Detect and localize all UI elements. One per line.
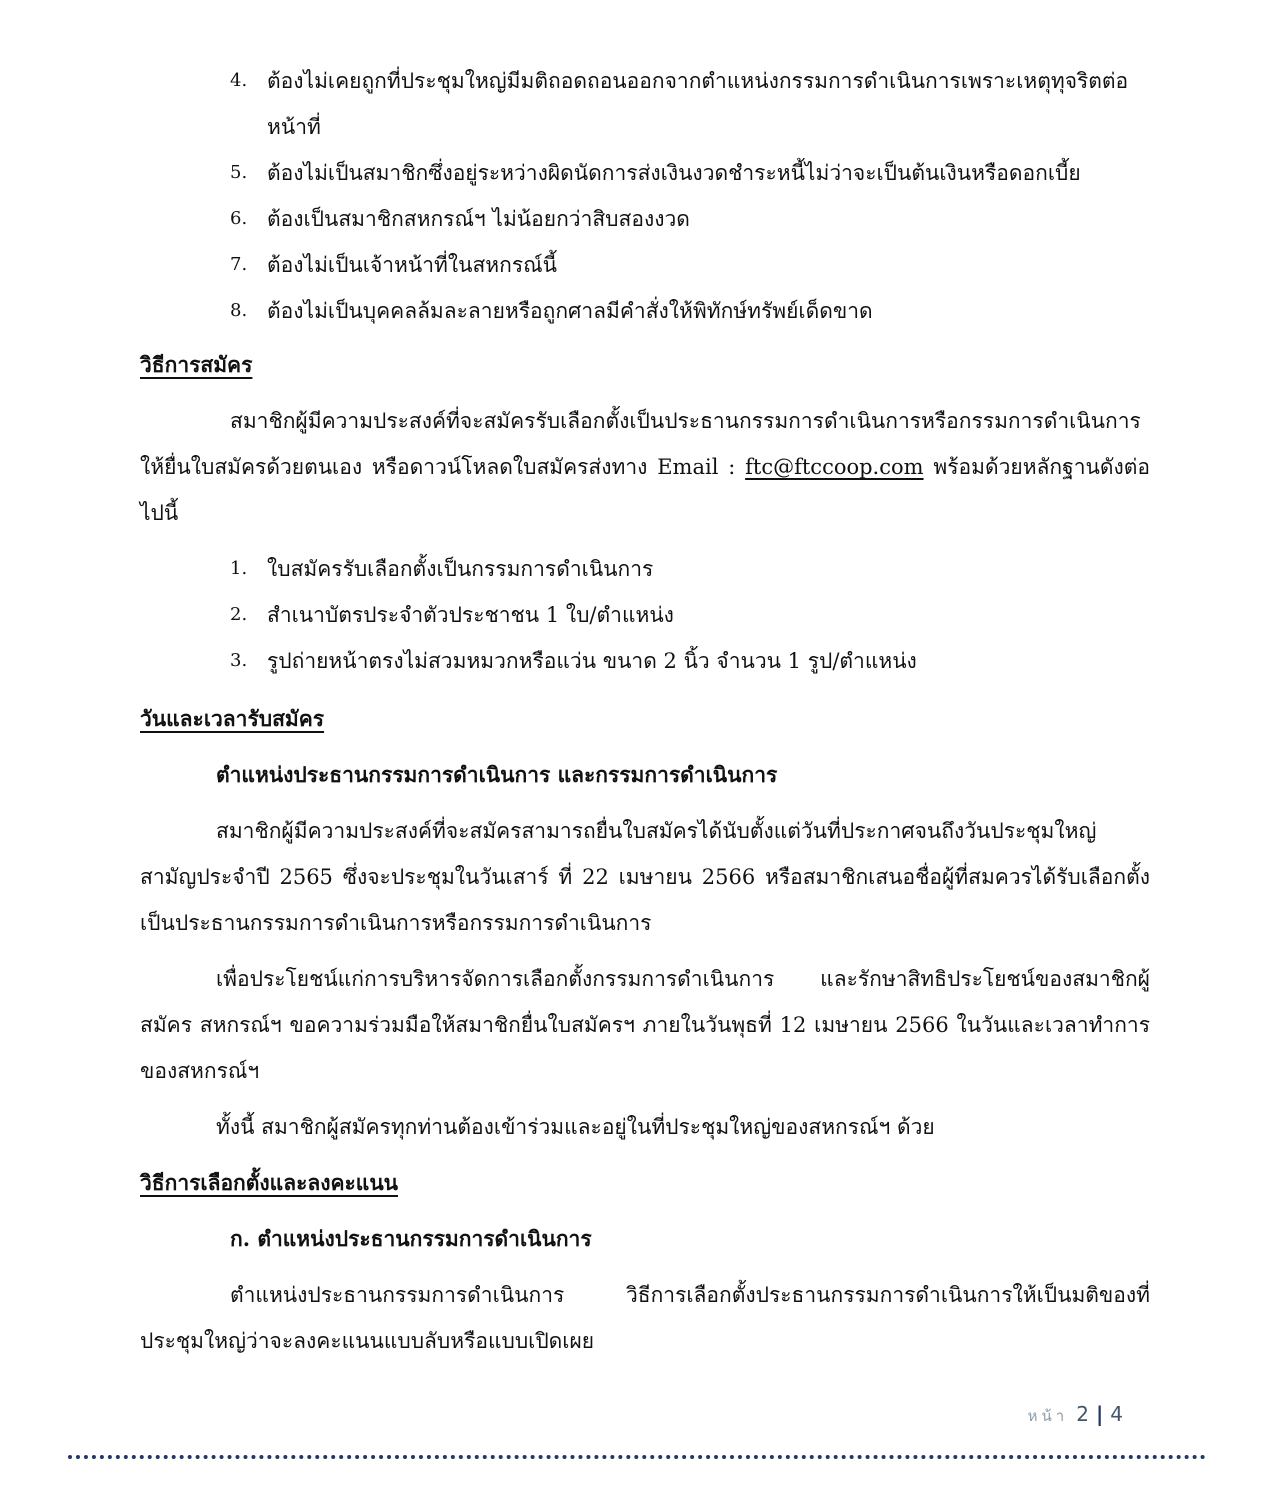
list-item [140,288,1150,334]
qualification-list [140,58,1150,334]
section-heading-election: วิธีการเลือกตั้งและลงคะแนน [140,1170,399,1195]
list-item [140,242,1150,288]
footer-dotted-rule [68,1455,1206,1459]
email-link[interactable]: ftc@ftccoop.com [745,455,924,479]
list-text: สำเนาบัตรประจำตัวประชาชน 1 ใบ/ตำแหน่ง [267,603,674,627]
apply-paragraph [140,398,1150,536]
election-paragraph-1: ตำแหน่งประธานกรรมการดำเนินการ วิธีการเลือกตั้งประธานกรรมการดำเนินการให้เป็นมติของที่ประชุมใหญ่ว่าจะลงคะแนนแบบลับหรือแบบเปิดเผย [140,1283,1150,1353]
page-number: 2 [1076,1402,1090,1426]
list-number: 7. [230,254,248,275]
section-heading-dates: วันและเวลารับสมัคร [140,706,325,731]
section-heading-apply: วิธีการสมัคร [140,352,253,377]
list-number: 6. [230,208,248,229]
list-item [140,150,1150,196]
list-number: 1. [230,558,248,579]
list-text: ต้องไม่เคยถูกที่ประชุมใหญ่มีมติถอดถอนออกจากตำแหน่งกรรมการดำเนินการเพราะเหตุทุจริตต่อหน้าที่ [267,69,1129,139]
list-number: 4. [230,70,248,91]
list-text: ใบสมัครรับเลือกตั้งเป็นกรรมการดำเนินการ [267,557,654,581]
page-separator: | [1095,1402,1105,1426]
subheading-positions: ตำแหน่งประธานกรรมการดำเนินการ และกรรมการดำเนินการ [216,762,778,787]
dates-paragraph-3: ทั้งนี้ สมาชิกผู้สมัครทุกท่านต้องเข้าร่วมและอยู่ในที่ประชุมใหญ่ของสหกรณ์ฯ ด้วย [216,1115,935,1139]
subheading-chairman: ก. ตำแหน่งประธานกรรมการดำเนินการ [230,1226,592,1251]
dates-paragraph-1: สมาชิกผู้มีความประสงค์ที่จะสมัครสามารถยื่นใบสมัครได้นับตั้งแต่วันที่ประกาศจนถึงวันประชุมใหญ่สามัญประจำปี 2565 ซึ่งจะประชุมในวันเสาร์ ที่ 22 เมษายน 2566 หรือสมาชิกเสนอชื่อผู้ที่สมควรได้รับเลือกตั้งเป็นประธานกรรมการดำเนินการหรือกรรมการดำเนินการ [140,819,1150,935]
list-item [140,546,1150,592]
list-text: ต้องไม่เป็นบุคคลล้มละลายหรือถูกศาลมีคำสั่งให้พิทักษ์ทรัพย์เด็ดขาด [267,299,873,323]
dates-paragraph-2: เพื่อประโยชน์แก่การบริหารจัดการเลือกตั้งกรรมการดำเนินการ และรักษาสิทธิประโยชน์ของสมาชิกผู้สมัคร สหกรณ์ฯ ขอความร่วมมือให้สมาชิกยื่นใบสมัครฯ ภายในวันพุธที่ 12 เมษายน 2566 ในวันและเวลาทำการของสหกรณ์ฯ [140,967,1150,1083]
list-item [140,196,1150,242]
list-text: รูปถ่ายหน้าตรงไม่สวมหมวกหรือแว่น ขนาด 2 นิ้ว จำนวน 1 รูป/ตำแหน่ง [267,649,917,673]
list-text: ต้องไม่เป็นสมาชิกซึ่งอยู่ระหว่างผิดนัดการส่งเงินงวดชำระหนี้ไม่ว่าจะเป็นต้นเงินหรือดอกเบี้ย [267,161,1081,185]
page-footer [1028,1402,1124,1428]
apply-text-before: สมาชิกผู้มีความประสงค์ที่จะสมัครรับเลือกตั้งเป็นประธานกรรมการดำเนินการหรือกรรมการดำเนินการให้ยื่นใบสมัครด้วยตนเอง หรือดาวน์โหลดใบสมัครส่งทาง Email : [140,409,1141,479]
apply-text-after: พร้อมด้วยหลักฐานดังต่อไปนี้ [140,455,1150,525]
list-item [140,592,1150,638]
list-number: 3. [230,650,248,671]
list-text: ต้องเป็นสมาชิกสหกรณ์ฯ ไม่น้อยกว่าสิบสองงวด [267,207,690,231]
list-item [140,58,1150,150]
page-content [140,58,1150,1374]
list-number: 2. [230,604,248,625]
page-label: หน้า [1027,1407,1069,1425]
list-number: 5. [230,162,248,183]
required-documents-list [140,546,1150,684]
list-item [140,638,1150,684]
list-text: ต้องไม่เป็นเจ้าหน้าที่ในสหกรณ์นี้ [267,253,557,277]
list-number: 8. [230,300,248,321]
page-total: 4 [1110,1402,1124,1426]
